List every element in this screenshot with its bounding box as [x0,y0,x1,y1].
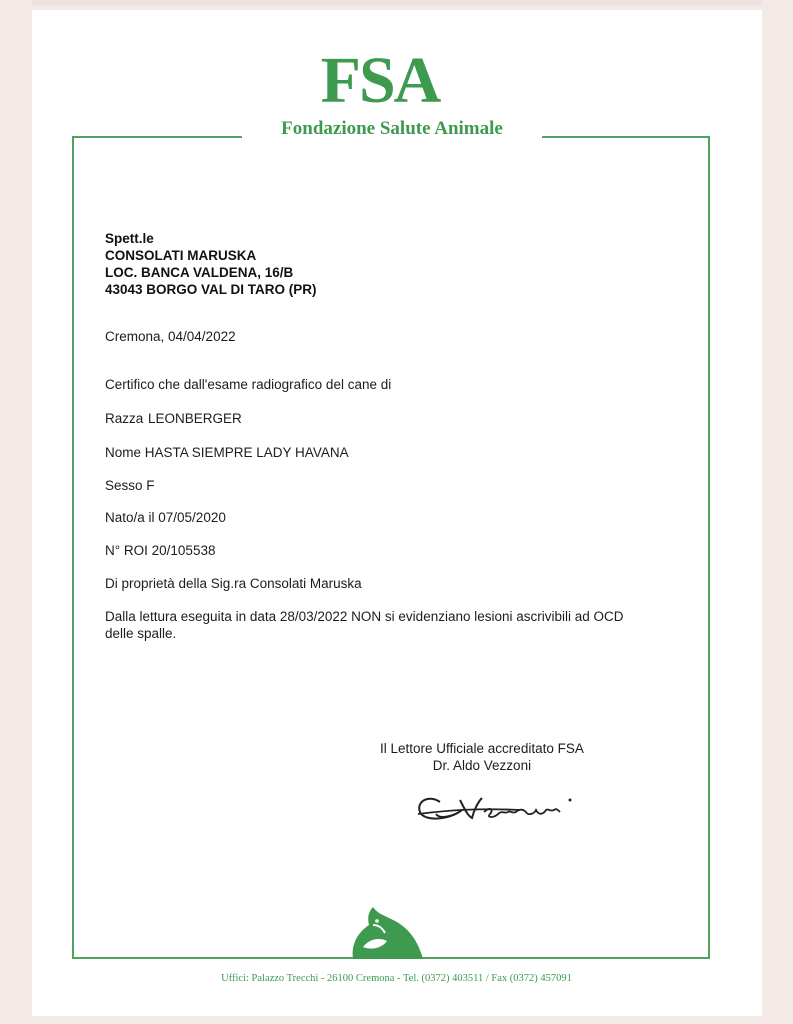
result-line-2: delle spalle. [105,626,177,641]
dog-roi-number: N° ROI 20/105538 [105,543,216,558]
organization-name: Fondazione Salute Animale [242,118,542,140]
handwritten-signature [410,780,580,830]
place-date: Cremona, 04/04/2022 [105,329,236,344]
horse-logo-icon [343,903,429,961]
dog-name: Nome HASTA SIEMPRE LADY HAVANA [105,445,349,460]
signatory-title: Il Lettore Ufficiale accreditato FSA [380,741,584,756]
dog-sex: Sesso F [105,478,155,493]
recipient-salutation: Spett.le [105,231,154,246]
certificate-intro: Certifico che dall'esame radiografico del cane di [105,377,392,392]
dog-breed: Razza LEONBERGER [105,411,242,426]
footer-address: Uffici: Palazzo Trecchi - 26100 Cremona - Tel. (0372) 403511 / Fax (0372) 457091 [221,973,572,984]
recipient-street: LOC. BANCA VALDENA, 16/B [105,265,294,280]
recipient-name: CONSOLATI MARUSKA [105,248,257,263]
top-band [32,0,762,6]
recipient-city: 43043 BORGO VAL DI TARO (PR) [105,282,317,297]
signatory-name: Dr. Aldo Vezzoni [432,758,532,773]
recipient-address [105,230,317,298]
dog-owner: Di proprietà della Sig.ra Consolati Maruska [105,576,362,591]
signatory-block [380,740,584,774]
result-line-1: Dalla lettura eseguita in data 28/03/2022 NON si evidenziano lesioni ascrivibili ad OCD [105,609,624,624]
dog-birth-date: Nato/a il 07/05/2020 [105,510,226,525]
fsa-logo: FSA [320,44,440,117]
